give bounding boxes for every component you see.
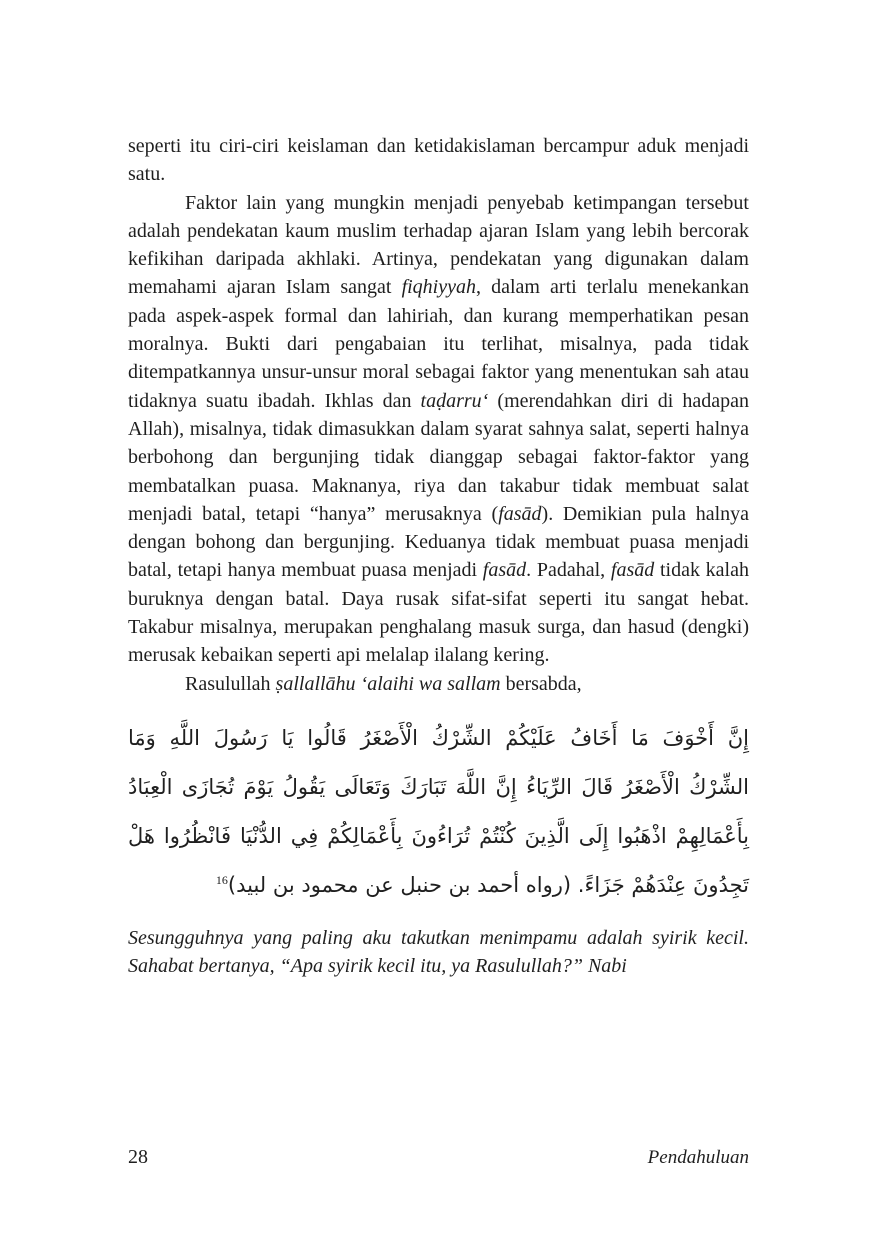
italic-term: fasād	[498, 502, 542, 525]
text-run: , dalam arti terlalu menekankan pada aspek-aspek formal dan lahiriah, dan kurang memperhatikan pesan moralnya. Bukti dari pengabaian itu terlihat, misalnya, pada tidak ditempatkannya unsur-unsur moral sebagai faktor yang menentukan sah atau tidaknya suatu ibadah. Ikhlas dan	[128, 276, 749, 412]
arabic-line-4: تَجِدُونَ عِنْدَهُمْ جَزَاءً. (رواه أحمد بن حنبل عن محمود بن لبيد)$^{16}$	[215, 872, 749, 897]
arabic-line-2: الشِّرْكُ الْأَصْغَرُ قَالَ الرِّيَاءُ إِنَّ اللَّهَ تَبَارَكَ وَتَعَالَى يَقُولُ يَوْمَ تُجَازَى الْعِبَادُ	[128, 774, 749, 799]
text-run: Faktor lain yang mungkin menjadi penyebab ketimpangan tersebut adalah pendekatan kaum muslim terhadap ajaran Islam yang lebih bercorak kefikihan daripada akhlaki. Artinya, pendekatan yang digunakan dalam memahami ajaran Islam sangat	[128, 191, 749, 299]
opening-paragraph	[128, 132, 749, 189]
italic-term: fasād	[610, 559, 655, 582]
running-head-section-title: Pendahuluan	[647, 1147, 749, 1168]
text-run: seperti itu ciri-ciri keislaman dan ketidakislaman bercampur aduk menjadi satu.	[128, 135, 749, 186]
page-footer	[128, 1146, 749, 1169]
arabic-line-1: إِنَّ أَخْوَفَ مَا أَخَافُ عَلَيْكُمْ الشِّرْكُ الْأَصْغَرُ قَالُوا يَا رَسُولَ اللَّهِ وَمَا	[128, 725, 749, 750]
italic-term: fasād	[482, 559, 527, 582]
text-run: bersabda,	[500, 672, 582, 695]
hadith-intro-paragraph	[128, 670, 749, 698]
footnote-marker: 16	[215, 872, 228, 887]
italic-term: ṣallallāhu ‘alaihi wa sallam	[275, 672, 501, 695]
text-run: ). Demikian pula halnya dengan bohong dan bergunjing. Keduanya tidak membuat puasa menjadi batal, tetapi hanya membuat puasa menjadi	[128, 502, 749, 582]
main-paragraph	[128, 189, 749, 670]
italic-term: fiqhiyyah	[401, 276, 476, 299]
text-run: tidak kalah buruknya dengan batal. Daya rusak sifat-sifat seperti itu sangat hebat. Takabur misalnya, merupakan penghalang masuk surga, dan hasud (dengki) merusak kebaikan seperti api melalap ilalang kering.	[128, 559, 749, 667]
italic-term: taḍarru‘	[420, 389, 489, 412]
text-run: (merendahkan diri di hadapan Allah), misalnya, tidak dimasukkan dalam syarat sahnya salat, seperti halnya berbohong dan bergunjing tidak dianggap sebagai faktor-faktor yang membatalkan puasa. Maknanya, riya dan takabur tidak membuat salat menjadi batal, tetapi “hanya” merusaknya (	[128, 389, 749, 525]
translation-paragraph	[128, 924, 749, 981]
text-run: Rasulullah	[185, 672, 276, 695]
arabic-hadith-quote	[128, 714, 749, 910]
italic-term: Sesungguhnya yang paling aku takutkan menimpamu adalah syirik kecil. Sahabat bertanya, “Apa syirik kecil itu, ya Rasulullah?” Nabi	[128, 926, 749, 978]
page-number: 28	[128, 1146, 148, 1168]
arabic-line-3: بِأَعْمَالِهِمْ اذْهَبُوا إِلَى الَّذِينَ كُنْتُمْ تُرَاءُونَ بِأَعْمَالِكُمْ فِي الدُّنْيَا فَانْظُرُوا هَلْ	[128, 823, 749, 848]
text-block	[128, 132, 749, 981]
text-run: . Padahal,	[526, 559, 611, 582]
